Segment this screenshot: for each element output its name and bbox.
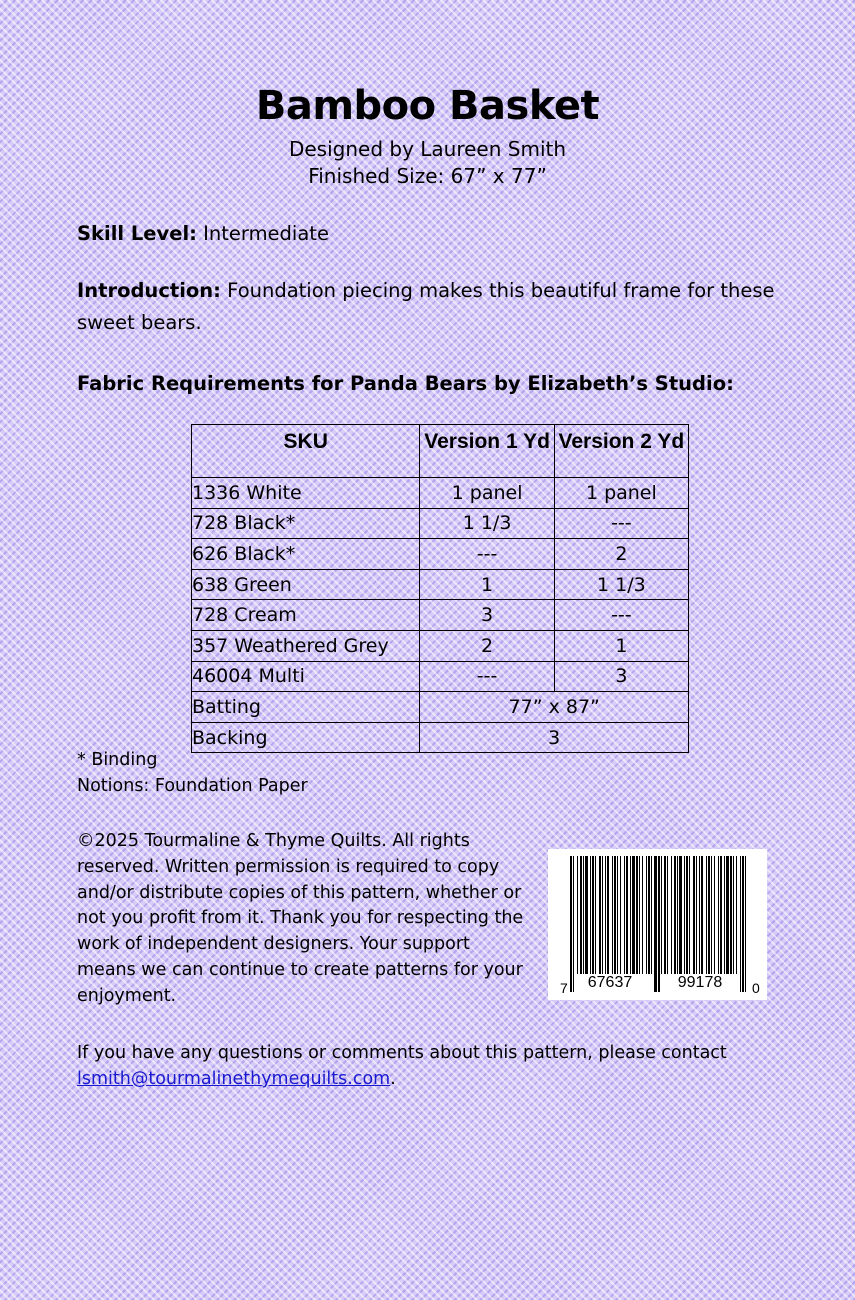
barcode-bar (614, 856, 616, 974)
barcode-bar (679, 856, 682, 974)
table-row (192, 630, 689, 661)
barcode-bar (585, 856, 588, 974)
fabric-requirements-heading: Fabric Requirements for Panda Bears by Elizabeth’s Studio: (77, 372, 734, 395)
table-row (192, 600, 689, 631)
cell-version-1: 1 (420, 569, 554, 600)
cell-version-2: 2 (554, 539, 688, 570)
barcode-bar (639, 856, 640, 974)
header-version-2: Version 2 Yd (554, 425, 688, 478)
barcode-bar (730, 856, 732, 974)
barcode-bar (612, 856, 613, 974)
introduction-text: Foundation piecing makes this beautiful frame for these sweet bears. (77, 279, 775, 334)
copyright-notice: ©2025 Tourmaline & Thyme Quilts. All rights reserved. Written permission is required to copy and/or distribute copies of this pattern, whether or not you profit from it. Thank you for respecting the work of independent designers. Your support means we can continue to create patterns for your enjoyment. (77, 831, 524, 1006)
barcode-bar (599, 856, 601, 974)
barcode-bar (620, 856, 621, 974)
barcode-bar (595, 856, 596, 974)
barcode-bar (661, 856, 662, 974)
barcode-bar (577, 856, 578, 974)
contact-suffix: . (390, 1069, 396, 1089)
cell-merged-value: 3 (420, 722, 689, 753)
barcode-bar (642, 856, 643, 974)
skill-level-label: Skill Level: (77, 222, 197, 245)
fabric-requirements-table (191, 424, 689, 753)
barcode-digits-group-2: 99178 (677, 974, 723, 991)
barcode-bar (632, 856, 635, 974)
barcode-bar (677, 856, 678, 974)
table-row-backing (192, 722, 689, 753)
barcode-bar (590, 856, 591, 974)
barcode-bar (699, 856, 700, 974)
cell-version-1: --- (420, 661, 554, 692)
barcode-bar (701, 856, 703, 974)
barcode-bar (742, 856, 744, 992)
cell-version-1: 1 1/3 (420, 508, 554, 539)
contact-email-link[interactable]: lsmith@tourmalinethymequilts.com (77, 1069, 391, 1089)
cell-version-2: 1 (554, 630, 688, 661)
barcode-bar (651, 856, 652, 974)
barcode-bar (720, 856, 722, 974)
cell-sku: 728 Cream (192, 600, 420, 631)
barcode-bar (654, 856, 657, 992)
cell-version-2: 1 1/3 (554, 569, 688, 600)
header-version-1: Version 1 Yd (420, 425, 554, 478)
barcode-bar (689, 856, 690, 974)
barcode-bar (693, 856, 695, 974)
barcode-bar (573, 856, 574, 992)
barcode-bar (736, 856, 737, 974)
barcode-bar (714, 856, 715, 974)
barcode-bar (706, 856, 707, 974)
cell-version-2: --- (554, 508, 688, 539)
barcode-bar (658, 856, 660, 992)
cell-sku: 46004 Multi (192, 661, 420, 692)
barcode-bar (667, 856, 668, 974)
cell-sku: 638 Green (192, 569, 420, 600)
barcode-bar (696, 856, 697, 974)
barcode-bar (726, 856, 729, 974)
cell-version-1: 1 panel (420, 478, 554, 509)
barcode-bar (664, 856, 666, 974)
cell-version-2: 3 (554, 661, 688, 692)
barcode-bar (671, 856, 672, 974)
barcode-bar (583, 856, 584, 974)
barcode-bar (740, 856, 741, 992)
cell-version-1: 2 (420, 630, 554, 661)
skill-level (77, 218, 777, 250)
notions-note: Notions: Foundation Paper (77, 776, 308, 796)
introduction-label: Introduction: (77, 279, 221, 302)
barcode-bar (617, 856, 618, 974)
barcode-bar (724, 856, 725, 974)
binding-note: * Binding (77, 750, 158, 770)
cell-sku: Batting (192, 692, 420, 723)
cell-sku: 357 Weathered Grey (192, 630, 420, 661)
page-title: Bamboo Basket (255, 83, 600, 129)
finished-size: Finished Size: 67” x 77” (308, 164, 547, 188)
contact-info (77, 1040, 797, 1092)
barcode-bar (711, 856, 712, 974)
barcode-bars (570, 856, 746, 992)
barcode-bar (626, 856, 628, 974)
header-sku: SKU (192, 425, 420, 478)
table-row (192, 661, 689, 692)
barcode-bar (646, 856, 647, 974)
barcode-bar (648, 856, 650, 974)
barcode-bar (624, 856, 625, 974)
barcode (548, 849, 767, 1000)
barcode-bar (718, 856, 719, 974)
cell-sku: Backing (192, 722, 420, 753)
barcode-bar (686, 856, 688, 974)
cell-merged-value: 77” x 87” (420, 692, 689, 723)
designer-credit: Designed by Laureen Smith (288, 137, 567, 161)
barcode-bar (630, 856, 631, 974)
barcode-bar (636, 856, 638, 974)
barcode-bar (674, 856, 676, 974)
barcode-bar (708, 856, 710, 974)
cell-version-1: 3 (420, 600, 554, 631)
cell-sku: 626 Black* (192, 539, 420, 570)
barcode-bar (580, 856, 582, 974)
table-header-row (192, 425, 689, 478)
introduction (77, 275, 777, 339)
cell-version-2: 1 panel (554, 478, 688, 509)
skill-level-value: Intermediate (196, 222, 329, 245)
table-row (192, 569, 689, 600)
barcode-digit-left: 7 (560, 980, 568, 996)
table-row (192, 478, 689, 509)
cell-sku: 728 Black* (192, 508, 420, 539)
table-row (192, 508, 689, 539)
barcode-bar (684, 856, 685, 974)
barcode-graphic (548, 849, 767, 1000)
barcode-bar (570, 856, 572, 992)
cell-version-2: --- (554, 600, 688, 631)
barcode-bar (745, 856, 746, 992)
barcode-bar (592, 856, 594, 974)
barcode-digits-group-1: 67637 (587, 974, 633, 991)
contact-text: If you have any questions or comments about this pattern, please contact (77, 1043, 727, 1063)
table-row-batting (192, 692, 689, 723)
cell-sku: 1336 White (192, 478, 420, 509)
barcode-bar (602, 856, 603, 974)
barcode-digit-right: 0 (752, 980, 760, 996)
barcode-bar (605, 856, 606, 974)
cell-version-1: --- (420, 539, 554, 570)
barcode-bar (607, 856, 609, 974)
barcode-bar (733, 856, 734, 974)
table-row (192, 539, 689, 570)
